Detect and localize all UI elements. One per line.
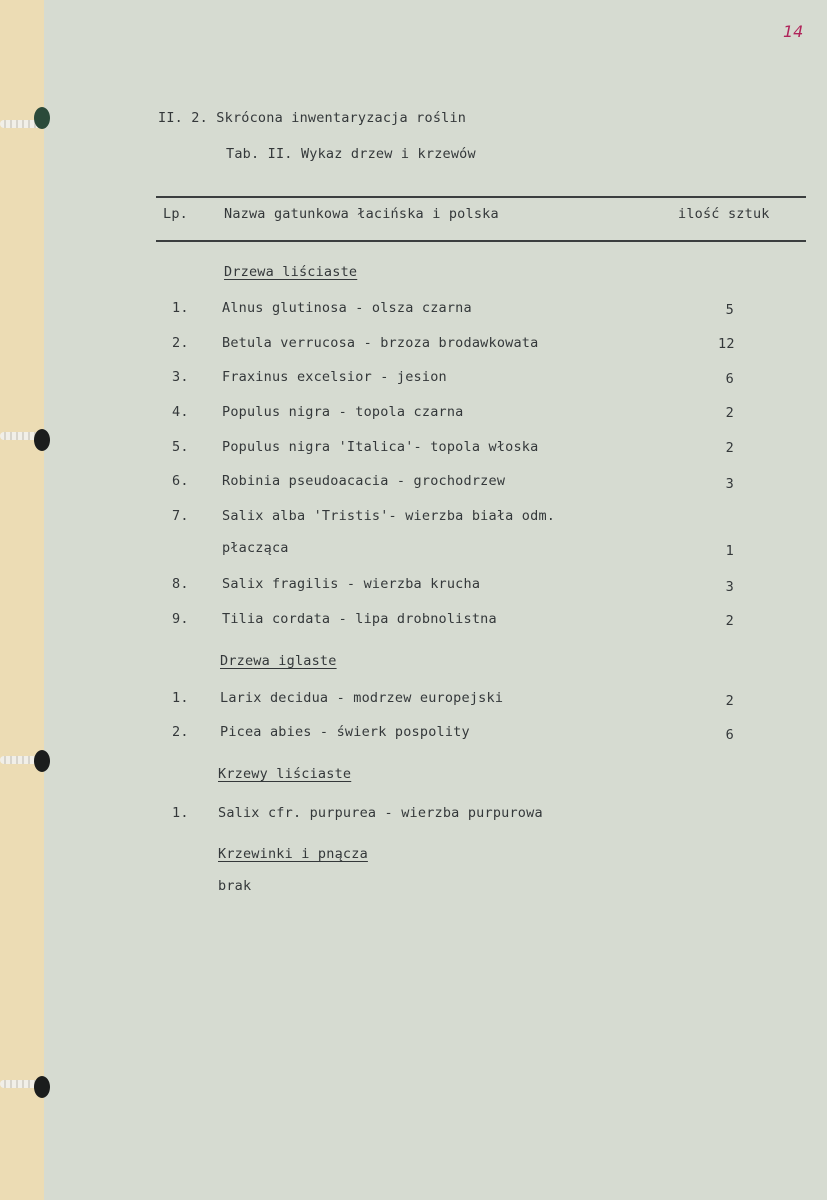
species-name: Alnus glutinosa - olsza czarna [222, 300, 472, 316]
group-note: brak [218, 878, 252, 894]
column-header-name: Nazwa gatunkowa łacińska i polska [224, 206, 499, 222]
species-count: 3 [725, 476, 734, 492]
group-title: Drzewa liściaste [224, 264, 358, 280]
species-count: 2 [725, 440, 734, 456]
table-header-rule [156, 240, 806, 242]
row-number: 3. [172, 369, 189, 385]
punch-hole [34, 107, 50, 129]
species-name: Fraxinus excelsior - jesion [222, 369, 447, 385]
species-count: 6 [725, 727, 734, 743]
species-count: 12 [718, 336, 735, 352]
species-name: Picea abies - świerk pospolity [220, 724, 470, 740]
group-title: Krzewinki i pnącza [218, 846, 368, 862]
group-title: Krzewy liściaste [218, 766, 352, 782]
species-count: 2 [725, 405, 734, 421]
species-count: 3 [725, 579, 734, 595]
species-name: Salix alba 'Tristis'- wierzba biała odm. [222, 508, 556, 524]
species-name: Tilia cordata - lipa drobnolistna [222, 611, 497, 627]
row-number: 8. [172, 576, 189, 592]
row-number: 2. [172, 724, 189, 740]
species-name: Larix decidua - modrzew europejski [220, 690, 504, 706]
row-number: 1. [172, 300, 189, 316]
row-number: 6. [172, 473, 189, 489]
species-count: 2 [725, 693, 734, 709]
folder-binding-strip [0, 0, 45, 1200]
section-heading: II. 2. Skrócona inwentaryzacja roślin [158, 110, 467, 126]
species-name: Salix fragilis - wierzba krucha [222, 576, 481, 592]
row-number: 1. [172, 690, 189, 706]
column-header-count: ilość sztuk [678, 206, 770, 222]
row-number: 5. [172, 439, 189, 455]
table-caption: Tab. II. Wykaz drzew i krzewów [226, 146, 476, 162]
punch-hole [34, 429, 50, 451]
punch-hole [34, 750, 50, 772]
punch-hole [34, 1076, 50, 1098]
species-name: Populus nigra - topola czarna [222, 404, 464, 420]
species-name: Robinia pseudoacacia - grochodrzew [222, 473, 506, 489]
row-number: 2. [172, 335, 189, 351]
column-header-lp: Lp. [163, 206, 188, 222]
page-number: 14 [783, 22, 804, 41]
group-title: Drzewa iglaste [220, 653, 337, 669]
table-top-rule [156, 196, 806, 198]
species-count: 1 [725, 543, 734, 559]
species-count: 6 [725, 371, 734, 387]
species-name: Salix cfr. purpurea - wierzba purpurowa [218, 805, 543, 821]
row-number: 7. [172, 508, 189, 524]
species-count: 5 [725, 302, 734, 318]
row-number: 4. [172, 404, 189, 420]
species-count: 2 [725, 613, 734, 629]
row-number: 1. [172, 805, 189, 821]
species-name-continuation: płacząca [222, 540, 289, 556]
row-number: 9. [172, 611, 189, 627]
document-page [44, 0, 827, 1200]
species-name: Betula verrucosa - brzoza brodawkowata [222, 335, 539, 351]
species-name: Populus nigra 'Italica'- topola włoska [222, 439, 539, 455]
